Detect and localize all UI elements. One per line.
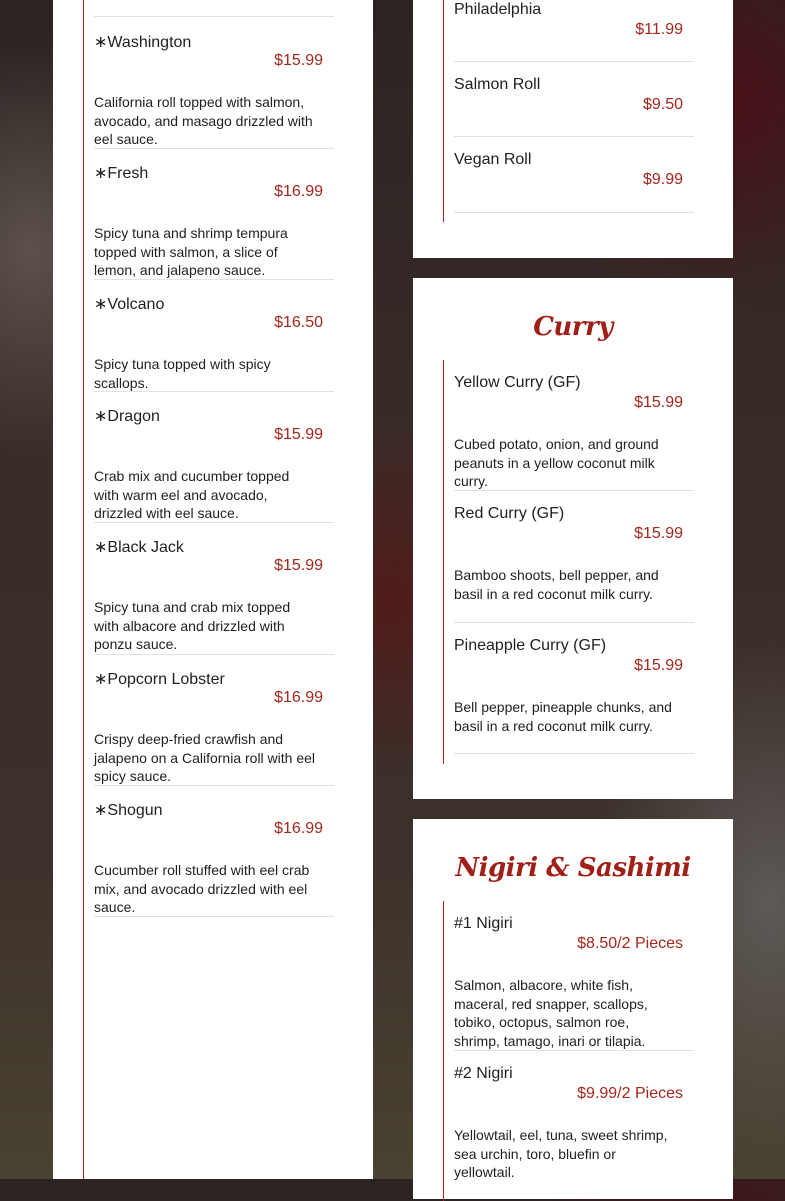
menu-item[interactable] (454, 505, 694, 623)
item-price: $11.99 (635, 21, 683, 38)
section-accent-rule (83, 0, 84, 1179)
item-name: Philadelphia (454, 1, 542, 18)
item-description: Cucumber roll stuffed with eel crab mix, and avocado drizzled with eel sauce. (94, 862, 310, 915)
item-price: $15.99 (274, 557, 323, 574)
item-name: Pineapple Curry (GF) (454, 637, 607, 654)
item-price: $15.99 (274, 426, 323, 443)
item-name: ∗Black Jack (94, 539, 184, 556)
item-name: ∗Washington (94, 34, 192, 51)
item-name: #2 Nigiri (454, 1065, 513, 1082)
item-description: Yellowtail, eel, tuna, sweet shrimp, sea urchin, toro, bluefin or yellowtail. (454, 1127, 668, 1180)
item-description: Bell pepper, pineapple chunks, and basil in a red coconut milk curry. (454, 699, 672, 734)
menu-item[interactable] (454, 151, 694, 213)
item-price: $9.99 (642, 171, 683, 188)
item-name: ∗Dragon (94, 408, 160, 425)
item-name: ∗Popcorn Lobster (94, 671, 225, 688)
item-description: Bamboo shoots, bell pepper, and basil in a red coconut milk curry. (454, 567, 659, 602)
item-name: ∗Shogun (94, 802, 163, 819)
menu-item[interactable] (454, 1, 694, 62)
section-title: Curry (533, 312, 613, 342)
menu-item[interactable] (94, 669, 334, 786)
item-price: $8.50/2 Pieces (577, 935, 683, 952)
item-price: $16.50 (274, 314, 323, 331)
menu-item[interactable] (94, 537, 334, 655)
item-description: Salmon, albacore, white fish, maceral, red snapper, scallops, tobiko, octopus, salmon roe, shrimp, tamago, inari or tilapia. (454, 977, 648, 1049)
menu-item[interactable] (454, 637, 694, 754)
menu-item[interactable] (94, 32, 334, 149)
section-accent-rule (443, 360, 444, 764)
menu-item[interactable] (94, 406, 334, 523)
menu-item[interactable] (94, 294, 334, 392)
section-title: Nigiri & Sashimi (455, 853, 691, 883)
item-price: $15.99 (274, 52, 323, 69)
rolls-menu-panel (53, 0, 373, 1179)
item-description: Crispy deep-fried crawfish and jalapeno on a California roll with eel spicy sauce. (94, 731, 316, 784)
item-description: California roll topped with salmon, avocado, and masago drizzled with eel sauce. (94, 94, 313, 147)
item-price: $16.99 (274, 820, 323, 837)
item-name: Yellow Curry (GF) (454, 374, 581, 391)
item-price: $15.99 (634, 525, 683, 542)
menu-item[interactable] (94, 163, 334, 280)
item-name: #1 Nigiri (454, 915, 513, 932)
item-divider (94, 16, 334, 17)
item-name: Vegan Roll (454, 151, 532, 168)
item-description: Spicy tuna and crab mix topped with albacore and drizzled with ponzu sauce. (94, 599, 291, 652)
section-accent-rule (443, 901, 444, 1201)
item-name: ∗Volcano (94, 296, 165, 313)
item-description: Cubed potato, onion, and ground peanuts in a yellow coconut milk curry. (454, 436, 659, 489)
section-accent-rule (443, 0, 444, 222)
menu-item[interactable] (454, 76, 694, 137)
item-price: $9.99/2 Pieces (577, 1085, 683, 1102)
item-price: $9.50 (642, 96, 683, 113)
rolls-continued-panel (413, 0, 733, 258)
nigiri-sashimi-panel (413, 819, 733, 1199)
item-price: $16.99 (274, 689, 323, 706)
menu-item[interactable] (454, 374, 694, 491)
curry-panel (413, 278, 733, 799)
menu-item[interactable] (94, 800, 334, 917)
item-description: Crab mix and cucumber topped with warm eel and avocado, drizzled with eel sauce. (94, 468, 290, 521)
item-name: Salmon Roll (454, 76, 541, 93)
item-description: Spicy tuna topped with spicy scallops. (94, 356, 271, 391)
item-price: $15.99 (634, 657, 683, 674)
menu-item[interactable] (454, 915, 694, 1051)
menu-item[interactable] (454, 1065, 694, 1182)
item-name: Red Curry (GF) (454, 505, 565, 522)
item-price: $16.99 (274, 183, 323, 200)
item-description: Spicy tuna and shrimp tempura topped with salmon, a slice of lemon, and jalapeno sauce. (94, 225, 288, 278)
item-price: $15.99 (634, 394, 683, 411)
item-name: ∗Fresh (94, 165, 149, 182)
